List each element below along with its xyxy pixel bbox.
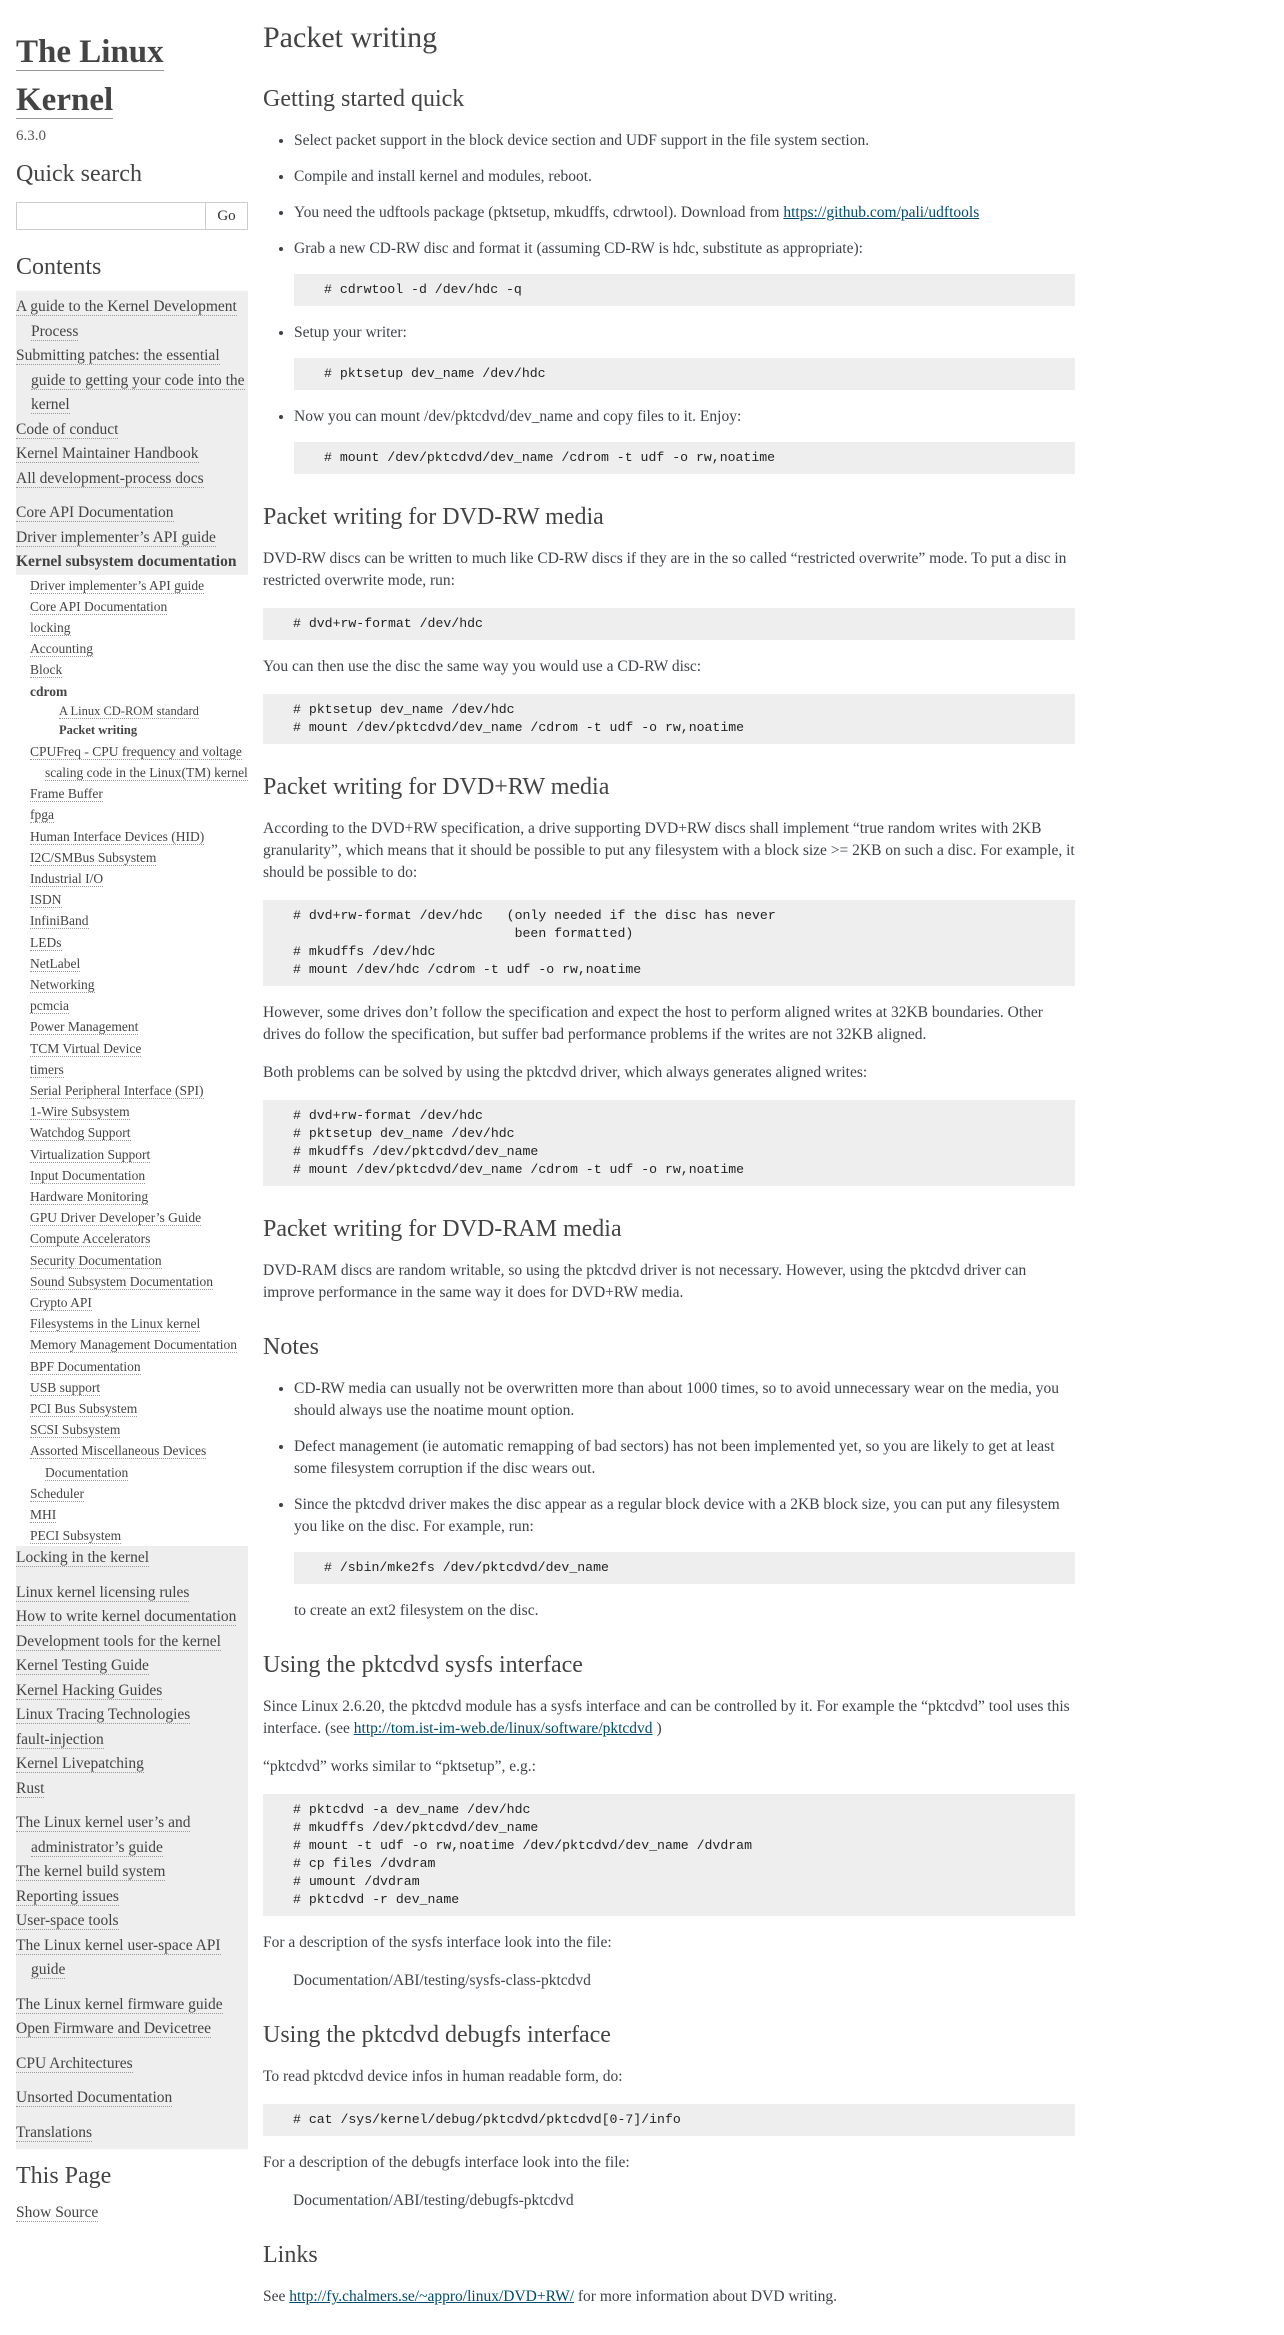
toc-link-linux-kernel-licensing-rules[interactable]: Linux kernel licensing rules: [16, 1583, 190, 1601]
toc-item: [16, 596, 248, 617]
toc-item: [16, 442, 248, 467]
paragraph: For a description of the sysfs interface look into the file:: [263, 1934, 612, 1951]
toc-item: [16, 1038, 248, 1059]
toc-link-kernel-subsystem-documentation[interactable]: Kernel subsystem documentation: [16, 553, 237, 570]
list-item: [294, 406, 1075, 474]
toc-link-netlabel[interactable]: NetLabel: [30, 955, 81, 971]
toc-item: [16, 1144, 248, 1165]
toc-link-a-linux-cd-rom-standard[interactable]: A Linux CD-ROM standard: [59, 703, 199, 718]
toc-item: [16, 868, 248, 889]
toc-link-sound-subsystem-documentation[interactable]: Sound Subsystem Documentation: [30, 1273, 213, 1289]
toc-link-driver-implementer-s-api-guide[interactable]: Driver implementer’s API guide: [16, 528, 216, 546]
toc-link-the-kernel-build-system[interactable]: The kernel build system: [16, 1863, 166, 1881]
toc-item: [16, 741, 248, 783]
toc-item: [16, 659, 248, 680]
toc-link-filesystems-in-the-linux-kernel[interactable]: Filesystems in the Linux kernel: [30, 1316, 201, 1332]
toc-link-mhi[interactable]: MHI: [30, 1507, 57, 1523]
toc-link-unsorted-documentation[interactable]: Unsorted Documentation: [16, 2089, 173, 2107]
list-item: [294, 1378, 1075, 1422]
toc-link-isdn[interactable]: ISDN: [30, 892, 62, 908]
toc-link-scheduler[interactable]: Scheduler: [30, 1485, 84, 1501]
toc-link-kernel-hacking-guides[interactable]: Kernel Hacking Guides: [16, 1681, 163, 1699]
toc-item: [16, 1483, 248, 1504]
toc-item: [16, 1860, 248, 1885]
toc-link-code-of-conduct[interactable]: Code of conduct: [16, 420, 119, 438]
toc-link-how-to-write-kernel-documentation[interactable]: How to write kernel documentation: [16, 1608, 237, 1626]
code-block: # dvd+rw-format /dev/hdc # pktsetup dev_name /dev/hdc # mkudffs /dev/pktcdvd/dev_name # mount /dev/pktcdvd/dev_name /cdrom -t udf -o rw,noatime: [263, 1100, 1075, 1186]
toc-link-locking-in-the-kernel[interactable]: Locking in the kernel: [16, 1549, 149, 1567]
toc-item: [16, 2086, 248, 2111]
toc-link-power-management[interactable]: Power Management: [30, 1019, 139, 1035]
toc-item: [16, 1292, 248, 1313]
toc-link-human-interface-devices-hid[interactable]: Human Interface Devices (HID): [30, 828, 205, 844]
toc-item: [16, 910, 248, 931]
toc-link-tcm-virtual-device[interactable]: TCM Virtual Device: [30, 1040, 142, 1056]
toc-spacer: [16, 1983, 248, 1993]
section-heading-debugfs: Using the pktcdvd debugfs interface: [263, 2022, 611, 2048]
toc-item: [16, 995, 248, 1016]
toc-item-current: [16, 681, 248, 702]
udftools-link[interactable]: https://github.com/pali/udftools: [783, 204, 980, 221]
show-source-link[interactable]: Show Source: [16, 2204, 99, 2222]
toc-item: [16, 1398, 248, 1419]
brand-link[interactable]: [16, 28, 248, 124]
list-item-text: to create an ext2 filesystem on the disc.: [294, 1602, 539, 1619]
code-block: # pktsetup dev_name /dev/hdc # mount /dev/pktcdvd/dev_name /cdrom -t udf -o rw,noatime: [263, 694, 1075, 744]
toc-item: [16, 1207, 248, 1228]
toc-link-kernel-maintainer-handbook[interactable]: Kernel Maintainer Handbook: [16, 445, 199, 462]
toc-item: [16, 1228, 248, 1249]
toc-link-serial-peripheral-interface-spi[interactable]: Serial Peripheral Interface (SPI): [30, 1082, 204, 1098]
toc-spacer: [16, 2042, 248, 2052]
toc-item: [16, 1059, 248, 1080]
toc-item: [16, 1581, 248, 1606]
toc-item: [16, 1525, 248, 1546]
section-heading-dvd-ram: Packet writing for DVD-RAM media: [263, 1216, 622, 1242]
list-item: [294, 130, 1075, 152]
toc-link-accounting[interactable]: Accounting: [30, 641, 93, 657]
toc-item: [16, 638, 248, 659]
toc-item: [16, 1122, 248, 1143]
paragraph: For a description of the debugfs interface look into the file:: [263, 2154, 630, 2171]
toc-item: [16, 1752, 248, 1777]
toc-link-kernel-testing-guide[interactable]: Kernel Testing Guide: [16, 1657, 149, 1675]
toc-link-peci-subsystem[interactable]: PECI Subsystem: [30, 1528, 122, 1544]
paragraph: [263, 2286, 1075, 2308]
code-block: # pktcdvd -a dev_name /dev/hdc # mkudffs /dev/pktcdvd/dev_name # mount -t udf -o rw,noatime /dev/pktcdvd/dev_name /dvdram # cp files /dvdram # umount /dvdram # pktcdvd -r dev_name: [263, 1794, 1075, 1916]
toc-item: [16, 847, 248, 868]
toc-link-packet-writing[interactable]: Packet writing: [59, 723, 138, 738]
search-form: [16, 202, 248, 230]
toc-bottom-pad: [16, 2145, 248, 2149]
toc-item: [16, 1703, 248, 1728]
toc-link-submitting-patches-the-essential-guide-to-getting-your-code-into-the-kernel[interactable]: Submitting patches: the essential guide to getting your code into the kernel: [16, 347, 245, 413]
toc-link-all-development-process-docs[interactable]: All development-process docs: [16, 469, 204, 487]
list-item-text: You need the udftools package (pktsetup, mkudffs, cdrwtool). Download from: [294, 204, 784, 221]
list-item: [294, 202, 1075, 224]
toc-link-development-tools-for-the-kernel[interactable]: Development tools for the kernel: [16, 1632, 221, 1650]
toc-item: [16, 1728, 248, 1753]
toc-link-gpu-driver-developer-s-guide[interactable]: GPU Driver Developer’s Guide: [30, 1210, 202, 1226]
toc-link-1-wire-subsystem[interactable]: 1-Wire Subsystem: [30, 1104, 130, 1120]
code-block: # /sbin/mke2fs /dev/pktcdvd/dev_name: [294, 1552, 1075, 1584]
toc-spacer: [16, 491, 248, 501]
toc-link-cpu-architectures[interactable]: CPU Architectures: [16, 2054, 133, 2072]
paragraph: To read pktcdvd device infos in human readable form, do:: [263, 2068, 623, 2085]
toc-item: [16, 1101, 248, 1122]
toc-spacer: [16, 2111, 248, 2121]
toc-item: [16, 721, 248, 741]
toc-item: [16, 804, 248, 825]
toc-spacer: [16, 1571, 248, 1581]
toc-item: [16, 1934, 248, 1983]
toc-item: [16, 1605, 248, 1630]
toc-link-i2c-smbus-subsystem[interactable]: I2C/SMBus Subsystem: [30, 849, 157, 865]
toc-item: [16, 526, 248, 551]
toc-link-watchdog-support[interactable]: Watchdog Support: [30, 1125, 131, 1141]
toc-link-reporting-issues[interactable]: Reporting issues: [16, 1887, 119, 1905]
toc-item: [16, 2121, 248, 2146]
toc-link-fault-injection[interactable]: fault-injection: [16, 1730, 104, 1748]
section-heading-dvd-plus-rw: Packet writing for DVD+RW media: [263, 774, 610, 800]
list-item-text: • Defect management (ie automatic remapping of bad sectors) has not been implemented yet, so you are likely to get at least some filesystem corruption if the disc wears out.: [294, 1438, 1055, 1477]
toc-link-security-documentation[interactable]: Security Documentation: [30, 1252, 162, 1268]
notes-list: [263, 1378, 1075, 1622]
getting-started-list: [263, 130, 1075, 474]
code-block: # pktsetup dev_name /dev/hdc: [294, 358, 1075, 390]
toc-link-core-api-documentation[interactable]: Core API Documentation: [30, 598, 168, 614]
toc-link-the-linux-kernel-firmware-guide[interactable]: The Linux kernel firmware guide: [16, 1995, 223, 2013]
toc-link-memory-management-documentation[interactable]: Memory Management Documentation: [30, 1337, 237, 1353]
toc-link-leds[interactable]: LEDs: [30, 934, 62, 950]
file-path-quote: Documentation/ABI/testing/sysfs-class-pktcdvd: [293, 1972, 591, 1989]
version-label: 6.3.0: [16, 128, 46, 144]
toc-spacer: [16, 2076, 248, 2086]
toc-item: [16, 953, 248, 974]
paragraph: You can then use the disc the same way you would use a CD-RW disc:: [263, 658, 702, 675]
list-item-text: • Setup your writer:: [294, 324, 407, 341]
toc-link-input-documentation[interactable]: Input Documentation: [30, 1167, 146, 1183]
paragraph: DVD-RW discs can be written to much like CD-RW discs if they are in the so called “restricted overwrite” mode. To put a disc in restricted overwrite mode, run:: [263, 550, 1067, 589]
list-item-text: • Compile and install kernel and modules, reboot.: [294, 168, 592, 185]
toc-item: [16, 1504, 248, 1525]
list-item-text: • Grab a new CD-RW disc and format it (assuming CD-RW is hdc, substitute as appropriate):: [294, 240, 863, 257]
contents-title: Contents: [16, 254, 102, 280]
toc-item: [16, 974, 248, 995]
list-item: [294, 166, 1075, 188]
toc-item: [16, 1419, 248, 1440]
toc-link-timers[interactable]: timers: [30, 1061, 64, 1077]
quick-search-title: Quick search: [16, 161, 142, 187]
toc-link-driver-implementer-s-api-guide[interactable]: Driver implementer’s API guide: [30, 577, 205, 593]
main-content: [263, 18, 1075, 2324]
toc-link-bpf-documentation[interactable]: BPF Documentation: [30, 1358, 141, 1374]
toc-item: [16, 1440, 248, 1482]
toc-item-current: [16, 550, 248, 575]
paragraph-text: Since Linux 2.6.20, the pktcdvd module has a sysfs interface and can be controlled by it. For example the “pktcdvd” tool uses this interface. (see: [263, 1698, 1070, 1737]
toc-link-usb-support[interactable]: USB support: [30, 1379, 101, 1395]
paragraph: According to the DVD+RW specification, a drive supporting DVD+RW discs shall implement “true random writes with 2KB granularity”, which means that it should be possible to put any filesystem with a block size >= 2KB on such a disc. For example, it should be possible to do:: [263, 820, 1075, 881]
toc-spacer: [16, 1801, 248, 1811]
toc-item: [16, 344, 248, 418]
section-heading-dvd-rw: Packet writing for DVD-RW media: [263, 504, 604, 530]
toc-link-fpga[interactable]: fpga: [30, 807, 54, 823]
toc-link-virtualization-support[interactable]: Virtualization Support: [30, 1146, 151, 1162]
brand-line-1: The Linux: [16, 34, 164, 70]
dvd-rw-info-link[interactable]: http://fy.chalmers.se/~appro/linux/DVD+RW/: [289, 2288, 575, 2305]
paragraph: Both problems can be solved by using the pktcdvd driver, which always generates aligned writes:: [263, 1064, 868, 1081]
toc-link-locking[interactable]: locking: [30, 619, 71, 635]
paragraph-text: ): [652, 1720, 662, 1737]
toc-item: [16, 1186, 248, 1207]
toc-item: [16, 702, 248, 722]
toc-link-translations[interactable]: Translations: [16, 2123, 93, 2141]
toc-link-hardware-monitoring[interactable]: Hardware Monitoring: [30, 1188, 149, 1204]
paragraph-text: for more information about DVD writing.: [574, 2288, 838, 2305]
toc-link-open-firmware-and-devicetree[interactable]: Open Firmware and Devicetree: [16, 2020, 211, 2038]
this-page-title: This Page: [16, 2163, 112, 2190]
toc-item: [16, 1250, 248, 1271]
search-go-button[interactable]: Go: [205, 202, 248, 230]
brand-line-2: Kernel: [16, 82, 114, 118]
pktcdvd-tool-link[interactable]: http://tom.ist-im-web.de/linux/software/pktcdvd: [353, 1720, 653, 1737]
file-path-quote: Documentation/ABI/testing/debugfs-pktcdvd: [293, 2192, 574, 2209]
toc-item: [16, 1679, 248, 1704]
toc-link-networking[interactable]: Networking: [30, 976, 95, 992]
toc-link-user-space-tools[interactable]: User-space tools: [16, 1912, 119, 1930]
toc-item: [16, 1313, 248, 1334]
code-block: # cdrwtool -d /dev/hdc -q: [294, 274, 1075, 306]
toc-item: [16, 826, 248, 847]
toc-link-rust[interactable]: Rust: [16, 1779, 45, 1797]
toc-item: [16, 1993, 248, 2018]
toc-item: [16, 1356, 248, 1377]
paragraph: DVD-RAM discs are random writable, so using the pktcdvd driver is not necessary. However, using the pktcdvd driver can improve performance in the same way it does for DVD+RW media.: [263, 1262, 1027, 1301]
list-item-text: • Since the pktcdvd driver makes the disc appear as a regular block device with a 2KB block size, you can put any filesystem you like on the disc. For example, run:: [294, 1496, 1060, 1535]
toc-link-a-guide-to-the-kernel-development-process[interactable]: A guide to the Kernel Development Process: [16, 298, 237, 340]
code-block: # dvd+rw-format /dev/hdc (only needed if the disc has never been formatted) # mkudffs /dev/hdc # mount /dev/hdc /cdrom -t udf -o rw,noatime: [263, 900, 1075, 986]
section-heading-links: Links: [263, 2242, 318, 2268]
list-item-text: • Now you can mount /dev/pktcdvd/dev_name and copy files to it. Enjoy:: [294, 408, 742, 425]
toc-item: [16, 1165, 248, 1186]
toc-link-pcmcia[interactable]: pcmcia: [30, 998, 69, 1014]
list-item: [294, 322, 1075, 390]
list-item-text: • Select packet support in the block device section and UDF support in the file system section.: [294, 132, 870, 149]
toc-link-scsi-subsystem[interactable]: SCSI Subsystem: [30, 1422, 121, 1438]
code-block: # cat /sys/kernel/debug/pktcdvd/pktcdvd[0-7]/info: [263, 2104, 1075, 2136]
toc-item: [16, 1334, 248, 1355]
toc-item: [16, 1080, 248, 1101]
toc-item: [16, 467, 248, 492]
toc-item: [16, 2017, 248, 2042]
toc-link-core-api-documentation[interactable]: Core API Documentation: [16, 504, 174, 521]
table-of-contents: [16, 291, 248, 2149]
toc-item: [16, 1377, 248, 1398]
list-item: [294, 1494, 1075, 1622]
toc-item: [16, 1546, 248, 1571]
toc-link-block[interactable]: Block: [30, 662, 63, 678]
section-heading-sysfs: Using the pktcdvd sysfs interface: [263, 1652, 583, 1678]
toc-link-industrial-i-o[interactable]: Industrial I/O: [30, 870, 104, 886]
toc-link-linux-tracing-technologies[interactable]: Linux Tracing Technologies: [16, 1706, 191, 1724]
toc-item: [16, 1271, 248, 1292]
toc-item: [16, 1811, 248, 1860]
paragraph-text: See: [263, 2288, 290, 2305]
paragraph: “pktcdvd” works similar to “pktsetup”, e.g.:: [263, 1758, 536, 1775]
toc-link-the-linux-kernel-user-s-and-administrator-s-guide[interactable]: The Linux kernel user’s and administrator’s guide: [16, 1814, 191, 1856]
toc-link-frame-buffer[interactable]: Frame Buffer: [30, 786, 103, 802]
section-heading-notes: Notes: [263, 1334, 319, 1360]
list-item-text: • CD-RW media can usually not be overwritten more than about 1000 times, so to avoid unnecessary wear on the media, you should always use the noatime mount option.: [294, 1380, 1060, 1419]
search-input[interactable]: [16, 202, 205, 230]
toc-link-the-linux-kernel-user-space-api-guide[interactable]: The Linux kernel user-space API guide: [16, 1936, 221, 1979]
paragraph: However, some drives don’t follow the specification and expect the host to perform aligned writes at 32KB boundaries. Other drives do follow the specification, but suffer bad performance problems if the writes are not 32KB aligned.: [263, 1004, 1043, 1043]
sidebar: [16, 28, 248, 2222]
code-block: # mount /dev/pktcdvd/dev_name /cdrom -t udf -o rw,noatime: [294, 442, 1075, 474]
toc-item: [16, 932, 248, 953]
toc-link-kernel-livepatching[interactable]: Kernel Livepatching: [16, 1755, 144, 1773]
section-heading-getting-started: Getting started quick: [263, 86, 465, 112]
toc-item: [16, 2052, 248, 2077]
toc-item: [16, 418, 248, 443]
toc-link-cdrom[interactable]: cdrom: [30, 683, 68, 699]
toc-item: [16, 1016, 248, 1037]
toc-link-compute-accelerators[interactable]: Compute Accelerators: [30, 1231, 151, 1247]
toc-link-crypto-api[interactable]: Crypto API: [30, 1295, 92, 1310]
toc-item: [16, 617, 248, 638]
toc-item: [16, 575, 248, 596]
toc-item: [16, 1909, 248, 1934]
code-block: # dvd+rw-format /dev/hdc: [263, 608, 1075, 640]
toc-item: [16, 501, 248, 526]
toc-item: [16, 1885, 248, 1910]
toc-link-cpufreq-cpu-frequency-and-voltage-scaling-code-in-the-linux-tm-kernel[interactable]: CPUFreq - CPU frequency and voltage scaling code in the Linux(TM) kernel: [30, 743, 248, 780]
toc-link-assorted-miscellaneous-devices-documentation[interactable]: Assorted Miscellaneous Devices Documentation: [30, 1443, 207, 1480]
list-item: [294, 1436, 1075, 1480]
toc-item: [16, 1654, 248, 1679]
toc-link-infiniband[interactable]: InfiniBand: [30, 913, 89, 929]
toc-item: [16, 295, 248, 344]
toc-item: [16, 1630, 248, 1655]
list-item: [294, 238, 1075, 306]
toc-link-pci-bus-subsystem[interactable]: PCI Bus Subsystem: [30, 1401, 138, 1417]
paragraph: [263, 1696, 1075, 1740]
toc-item: [16, 1777, 248, 1802]
toc-item: [16, 889, 248, 910]
toc-item: [16, 783, 248, 804]
page-title: Packet writing: [263, 21, 438, 54]
